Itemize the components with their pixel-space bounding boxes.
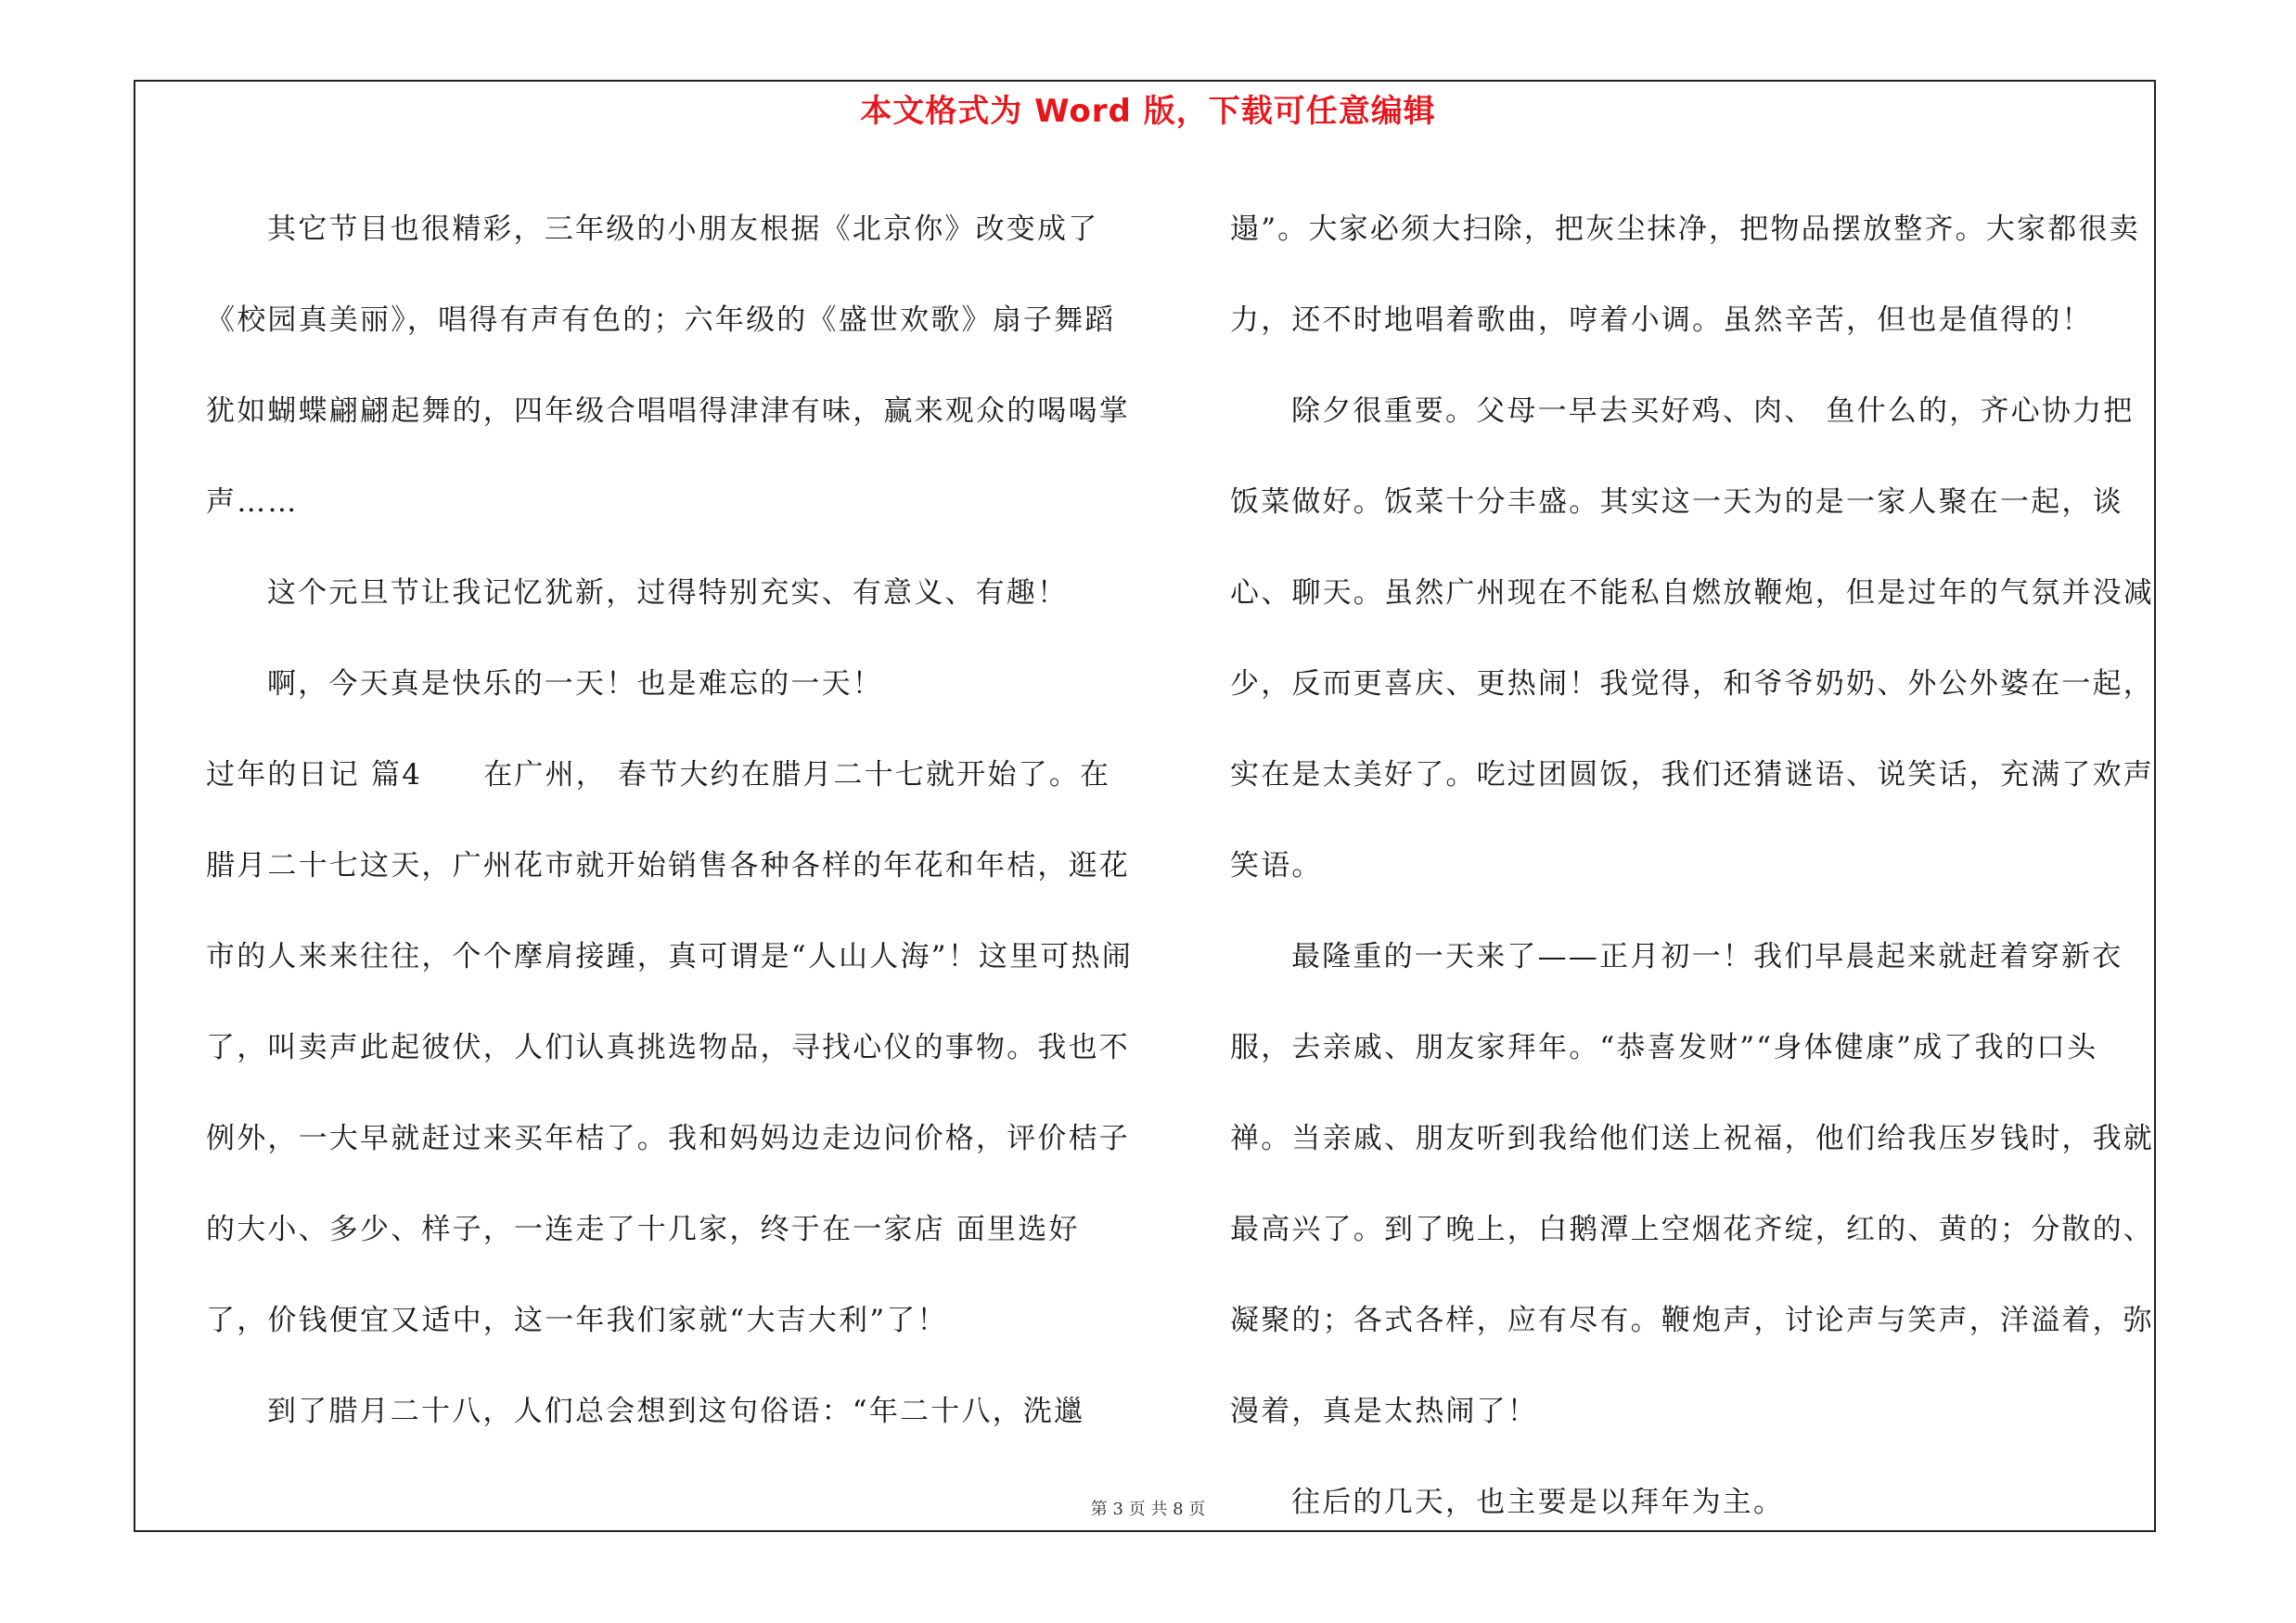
paragraph: 这个元旦节让我记忆犹新，过得特别充实、有意义、有趣！ bbox=[267, 576, 1069, 610]
left-column bbox=[206, 184, 1134, 1457]
paragraph: 到了腊月二十八，人们总会想到这句俗语：“年二十八，洗邋 bbox=[267, 1395, 1085, 1428]
page-number: 第 3 页 共 8 页 bbox=[1090, 1500, 1206, 1519]
paragraph: 其它节目也很精彩，三年级的小朋友根据《北京你》改变成了《校园真美丽》，唱得有声有色的；六年级的《盛世欢歌》扇子舞蹈犹如蝴蝶翩翩起舞的，四年级合唱唱得津津有味，赢来观众的喝喝掌声…… bbox=[206, 213, 1130, 519]
paragraph: 遢”。大家必须大扫除，把灰尘抹净，把物品摆放整齐。大家都很卖力，还不时地唱着歌曲，哼着小调。虽然辛苦，但也是值得的！ bbox=[1230, 213, 2140, 337]
paragraph: 啊，今天真是快乐的一天！也是难忘的一天！ bbox=[267, 667, 883, 701]
paragraph: 在广州， 春节大约在腊月二十七就开始了。在腊月二十七这天，广州花市就开始销售各种各样的年花和年桔，逛花市的人来来往往，个个摩肩接踵，真可谓是“人山人海”！这里可热闹了，叫卖声此起彼伏，人们认真挑选物品，寻找心仪的事物。我也不例外，一大早就赶过来买年桔了。我和妈妈边走边问价格，评价桔子的大小、多少、样子，一连走了十几家，终于在一家店 面里选好了，价钱便宜又适中，这一年我们家就“大吉大利”了！ bbox=[206, 758, 1133, 1337]
paragraph: 最隆重的一天来了——正月初一！我们早晨起来就赶着穿新衣服，去亲戚、朋友家拜年。“恭喜发财”“身体健康”成了我的口头禅。当亲戚、朋友听到我给他们送上祝福，他们给我压岁钱时，我就最高兴了。到了晚上，白鹅潭上空烟花齐绽，红的、黄的；分散的、凝聚的；各式各样，应有尽有。鞭炮声，讨论声与笑声，洋溢着，弥漫着，真是太热闹了！ bbox=[1230, 940, 2154, 1428]
entry-heading: 过年的日记 篇4 bbox=[206, 758, 423, 792]
paragraph: 往后的几天，也主要是以拜年为主。 bbox=[1291, 1486, 1785, 1519]
right-column bbox=[1230, 184, 2158, 1548]
format-banner: 本文格式为 Word 版，下载可任意编辑 bbox=[860, 93, 1436, 130]
diary-entry bbox=[206, 729, 1134, 1366]
paragraph: 除夕很重要。父母一早去买好鸡、肉、 鱼什么的，齐心协力把饭菜做好。饭菜十分丰盛。其实这一天为的是一家人聚在一起，谈心、聊天。虽然广州现在不能私自燃放鞭炮，但是过年的气氛并没减少，反而更喜庆、更热闹！我觉得，和爷爷奶奶、外公外婆在一起，实在是太美好了。吃过团圆饭，我们还猜谜语、说笑话，充满了欢声笑语。 bbox=[1230, 394, 2154, 882]
